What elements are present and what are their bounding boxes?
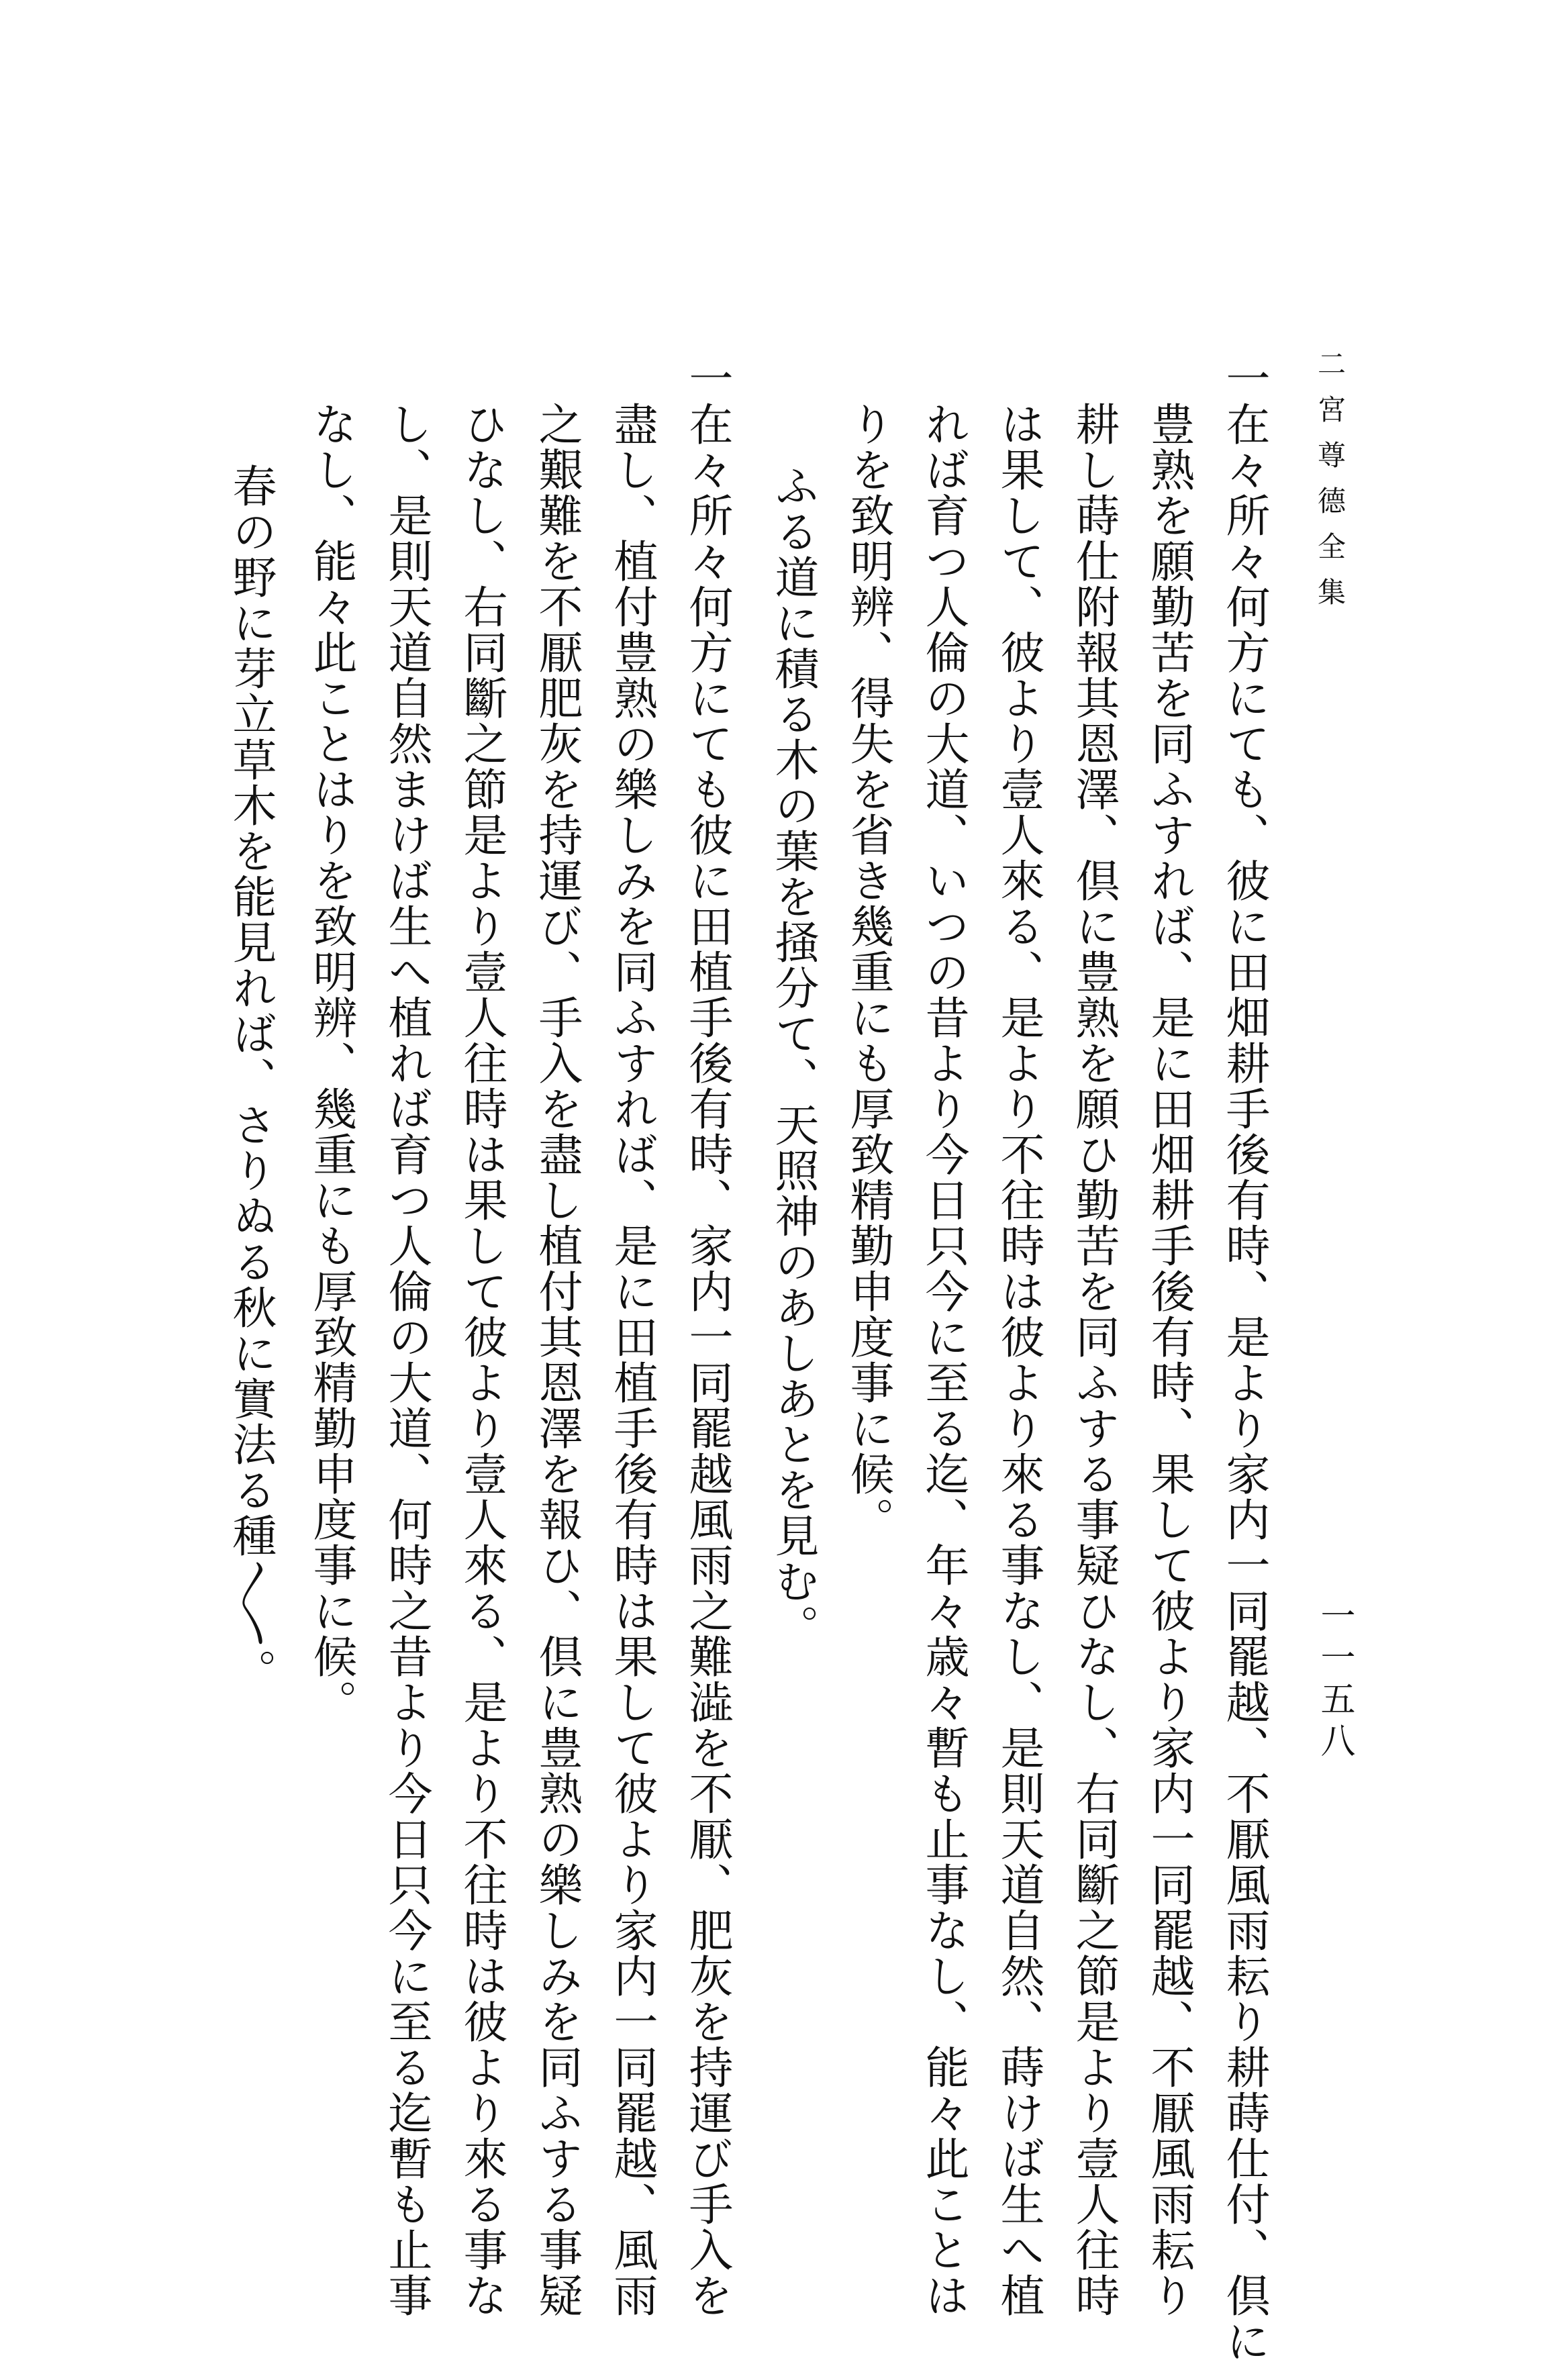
- paragraph-1-line-3: 耕し蒔仕附報其恩澤、倶に豊熟を願ひ勤苦を同ふする事疑ひなし、右同斷之節是より壹人往時: [1068, 401, 1120, 2318]
- paragraph-1-line-6: りを致明辨、得失を省き幾重にも厚致精勤申度事に候。: [842, 401, 894, 1542]
- running-header-title: 二宮尊德全集: [1314, 349, 1346, 623]
- verse-1: ふる道に積る木の葉を掻分て、天照神のあしあとを見む。: [767, 463, 819, 1650]
- paragraph-1-line-1: 一在々所々何方にても、彼に田畑耕手後有時、是より家内一同罷越、不厭風雨耘り耕蒔仕付、倶に: [1218, 356, 1270, 2364]
- verse-2: 春の野に芽立草木を能見れば、さりぬる秋に實法る種〳〵。: [225, 463, 277, 1694]
- paragraph-2-line-6: なし、能々此ことはりを致明辨、幾重にも厚致精勤申度事に候。: [305, 401, 357, 1725]
- paragraph-2-line-3: 之艱難を不厭肥灰を持運び、手入を盡し植付其恩澤を報ひ、倶に豊熟の樂しみを同ふする事疑: [531, 401, 583, 2318]
- paragraph-2-line-4: ひなし、右同斷之節是より壹人往時は果して彼より壹人來る、是より不往時は彼より來る事な: [456, 401, 507, 2318]
- paragraph-2-line-5: し、是則天道自然まけば生へ植れば育つ人倫の大道、何時之昔より今日只今に至る迄暫も止事: [381, 401, 432, 2318]
- paragraph-2-line-1: 一在々所々何方にても彼に田植手後有時、家内一同罷越風雨之難澁を不厭、肥灰を持運び手入を: [681, 356, 733, 2318]
- paragraph-1-line-2: 豊熟を願勤苦を同ふすれば、是に田畑耕手後有時、果して彼より家内一同罷越、不厭風雨耘り: [1143, 401, 1195, 2318]
- paragraph-1-line-5: れば育つ人倫の大道、いつの昔より今日只今に至る迄、年々歳々暫も止事なし、能々此ことは: [918, 401, 969, 2318]
- paragraph-2-line-2: 盡し、植付豊熟の樂しみを同ふすれば、是に田植手後有時は果して彼より家内一同罷越、風雨: [606, 401, 658, 2318]
- paragraph-1-line-4: は果して、彼より壹人來る、是より不往時は彼より來る事なし、是則天道自然、蒔けば生へ植: [993, 401, 1044, 2318]
- page-number: 一一五八: [1314, 1597, 1355, 1764]
